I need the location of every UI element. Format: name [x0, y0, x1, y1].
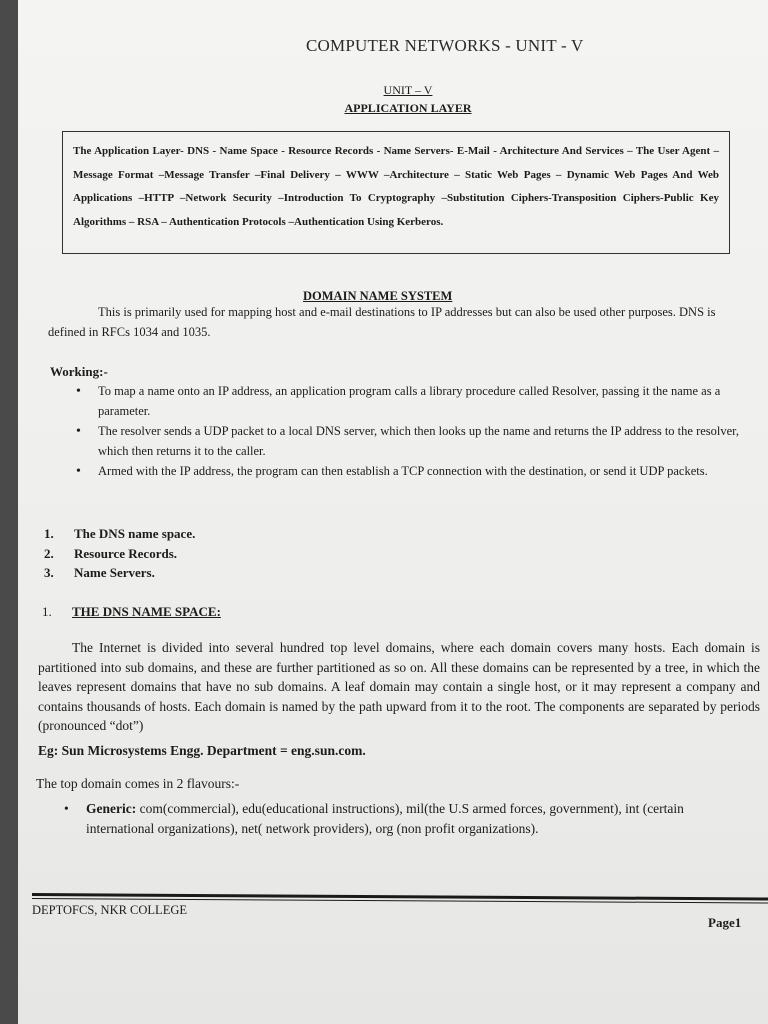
- dns-section-title: DOMAIN NAME SYSTEM: [303, 289, 453, 303]
- generic-text: com(commercial), edu(educational instructions), mil(the U.S armed forces, government), int (certain international organizations), net( network providers), org (non profit organizations).: [86, 801, 684, 836]
- bullet-item: • To map a name onto an IP address, an application program calls a library procedure called Resolver, passing it the name as a parameter.: [76, 382, 756, 421]
- topic-item: [44, 524, 195, 544]
- bullet-item: • Armed with the IP address, the program can then establish a TCP connection with the destination, or send it UDP packets.: [76, 462, 756, 482]
- page-header-title: COMPUTER NETWORKS - UNIT - V: [306, 36, 584, 55]
- topic-text: Name Servers.: [74, 565, 155, 580]
- topic-text: The DNS name space.: [74, 526, 196, 541]
- heading-number: 1.: [42, 604, 52, 619]
- topic-number: 2.: [44, 545, 54, 561]
- topic-number: 1.: [44, 526, 54, 541]
- generic-list: [64, 799, 754, 839]
- generic-label: Generic:: [86, 801, 137, 816]
- footer-department: DEPTOFCS, NKR COLLEGE: [32, 903, 187, 917]
- document-page: [18, 0, 768, 1024]
- example-line: Eg: Sun Microsystems Engg. Department = eng.sun.com.: [38, 743, 366, 758]
- name-space-paragraph: The Internet is divided into several hundred top level domains, where each domain covers many hosts. Each domain is partitioned into sub domains, and these are further partitioned as so on. All these domains can be represented by a tree, in which the leaves represent domains that have no sub domains. A leaf domain may contain a single host, or it may represent a company and contains thousands of hosts. Each domain is named by the path upward from it to the root. The components are separated by periods (pronounced “dot”): [38, 640, 760, 733]
- bullet-item: • The resolver sends a UDP packet to a local DNS server, which then looks up the name and returns the IP address to the resolver, which then returns it to the caller.: [76, 422, 756, 461]
- heading-text: THE DNS NAME SPACE:: [72, 604, 221, 619]
- footer-page-number: Page1: [708, 915, 742, 930]
- dns-topics-list: [44, 524, 195, 583]
- working-bullet-list: [76, 382, 756, 483]
- name-space-heading: [42, 604, 221, 620]
- working-heading: Working:-: [50, 364, 108, 379]
- topic-number: 3.: [44, 565, 54, 580]
- topic-text: Resource Records.: [74, 545, 178, 561]
- topic-item: [44, 544, 195, 564]
- unit-label: UNIT – V: [383, 83, 433, 97]
- unit-subtitle: APPLICATION LAYER: [344, 101, 472, 115]
- topic-item: [44, 563, 195, 583]
- flavours-line: The top domain comes in 2 flavours:-: [36, 776, 240, 791]
- generic-item: [64, 799, 754, 839]
- syllabus-box: The Application Layer- DNS - Name Space - Resource Records - Name Servers- E-Mail - Architecture And Services – The User Agent –Message Format –Message Transfer –Final Delivery – WWW –Architecture – Static Web Pages – Dynamic Web Pages And Web Applications –HTTP –Network Security –Introduction To Cryptography –Substitution Ciphers-Transposition Ciphers-Public Key Algorithms – RSA – Authentication Protocols –Authentication Using Kerberos.: [62, 131, 730, 254]
- dns-intro-paragraph: This is primarily used for mapping host and e-mail destinations to IP addresses but can also be used other purposes. DNS is defined in RFCs 1034 and 1035.: [48, 305, 716, 339]
